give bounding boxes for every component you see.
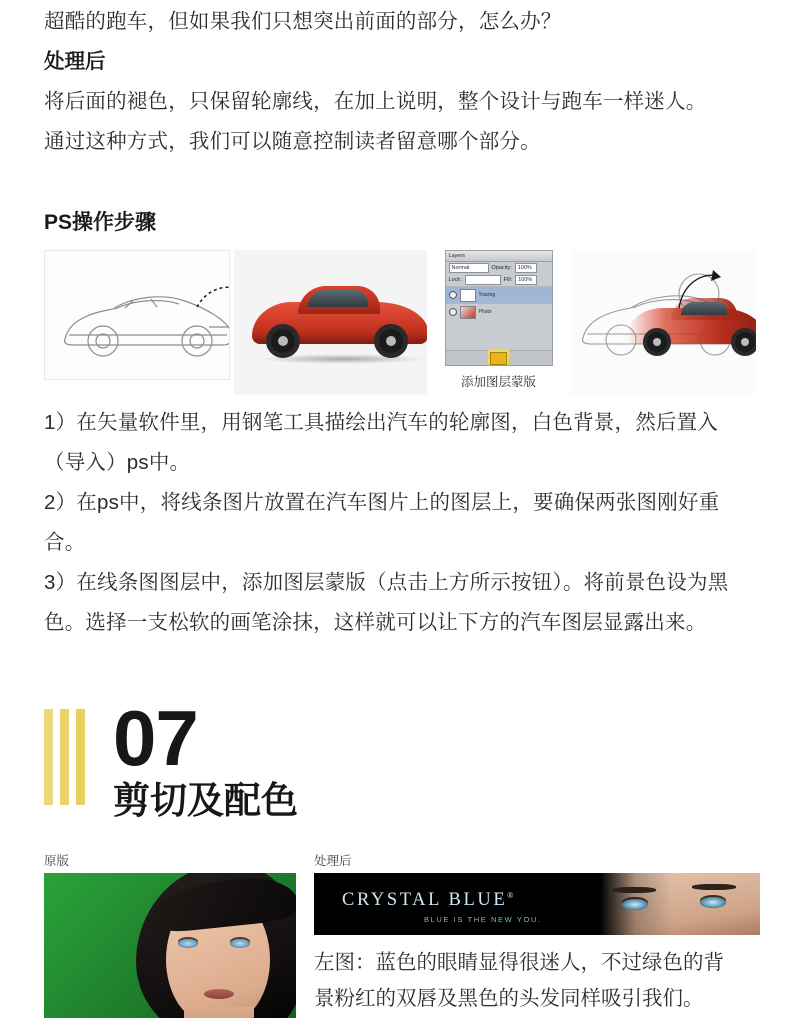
banner-title-text: CRYSTAL BLUE — [342, 890, 508, 910]
banner-eyebrow — [612, 887, 656, 893]
comparison-caption-line-2: 景粉红的双唇及黑色的头发同样吸引我们。 — [314, 987, 704, 1010]
original-portrait-image — [44, 873, 296, 1018]
step-1: 1）在矢量软件里，用钢笔工具描绘出汽车的轮廓图，白色背景，然后置入（导入）ps中。 — [44, 411, 718, 474]
processed-label: 处理后 — [314, 854, 352, 868]
figure-layers-panel-wrap — [427, 250, 553, 390]
accent-bar — [76, 709, 85, 805]
neck — [184, 1007, 254, 1018]
layer-name: Photo — [478, 309, 492, 315]
figure-caption: 添加图层蒙版 — [461, 375, 537, 389]
chapter-title: 剪切及配色 — [113, 780, 298, 821]
original-column — [44, 851, 296, 1018]
curved-arrow-icon — [675, 268, 725, 312]
figure-strip — [44, 250, 756, 395]
blend-mode-row[interactable] — [446, 262, 552, 274]
layer-row-photo[interactable] — [446, 303, 552, 320]
car-front-wheel — [731, 328, 756, 356]
opacity-value[interactable]: 100% — [515, 263, 537, 273]
step-2: 2）在ps中，将线条图片放置在汽车图片上的图层上，要确保两张图刚好重合。 — [44, 491, 720, 554]
step-3: 3）在线条图图层中，添加图层蒙版（点击上方所示按钮）。将前景色设为黑色。选择一支松软的画笔涂抹，这样就可以让下方的汽车图层显露出来。 — [44, 571, 729, 634]
car-rear-wheel — [643, 328, 671, 356]
chapter-header — [44, 694, 756, 823]
banner-eye — [622, 899, 648, 910]
steps-heading: PS操作步骤 — [44, 211, 157, 234]
fill-label: Fill: — [503, 277, 513, 283]
car-rear-wheel — [266, 324, 300, 358]
opacity-label: Opacity: — [491, 265, 512, 271]
lock-toggles[interactable] — [465, 275, 501, 285]
processed-column — [314, 851, 760, 1018]
after-paragraph-line-2: 通过这种方式，我们可以随意控制读者留意哪个部分。 — [44, 130, 541, 153]
add-layer-mask-button[interactable] — [490, 352, 507, 365]
dashed-arrow-icon — [195, 279, 230, 319]
car-windshield — [308, 290, 368, 307]
after-heading: 处理后 — [44, 50, 106, 73]
eye-icon[interactable] — [449, 291, 457, 299]
registered-mark: ® — [507, 890, 516, 900]
layers-panel-titlebar — [446, 251, 552, 262]
right-eye — [230, 939, 250, 948]
intro-paragraph: 超酷的跑车，但如果我们只想突出前面的部分，怎么办？ — [44, 10, 562, 33]
layer-thumbnail — [460, 289, 476, 302]
car-front-wheel — [374, 324, 408, 358]
after-paragraph-line-1: 将后面的褪色，只保留轮廓线，在加上说明，整个设计与跑车一样迷人。 — [44, 90, 707, 113]
layers-panel-toolbar — [446, 350, 552, 365]
original-label: 原版 — [44, 854, 70, 868]
comparison-caption-line-1: 左图：蓝色的眼睛显得很迷人，不过绿色的背 — [314, 951, 724, 974]
blend-mode-select[interactable]: Normal — [449, 263, 489, 273]
layer-name: Tracing — [478, 292, 496, 298]
banner-subtitle: BLUE IS THE NEW YOU. — [424, 915, 542, 924]
banner-title — [342, 890, 516, 911]
layer-row-tracing[interactable] — [446, 286, 552, 303]
chapter-accent-bars — [44, 709, 85, 805]
chapter-text — [113, 694, 298, 823]
accent-bar — [60, 709, 69, 805]
left-eye — [178, 939, 198, 948]
photoshop-layers-panel — [445, 250, 553, 366]
car-shadow — [258, 354, 426, 364]
accent-bar — [44, 709, 53, 805]
crystal-blue-banner — [314, 873, 760, 935]
layer-thumbnail — [460, 306, 476, 319]
lock-label: Lock: — [448, 277, 462, 283]
eye-icon[interactable] — [449, 308, 457, 316]
figure-line-drawing — [44, 250, 230, 380]
comparison-section — [44, 851, 756, 1018]
banner-eyebrow — [692, 884, 736, 890]
layers-panel-title: Layers — [448, 253, 466, 259]
banner-eye — [700, 897, 726, 908]
figure-masked-result — [571, 250, 756, 395]
fill-value[interactable]: 100% — [515, 275, 537, 285]
lock-row[interactable] — [446, 274, 552, 286]
lips — [204, 989, 234, 999]
figure-red-car-photo — [234, 250, 427, 395]
chapter-number: 07 — [113, 694, 198, 782]
layers-panel-body — [446, 251, 552, 365]
